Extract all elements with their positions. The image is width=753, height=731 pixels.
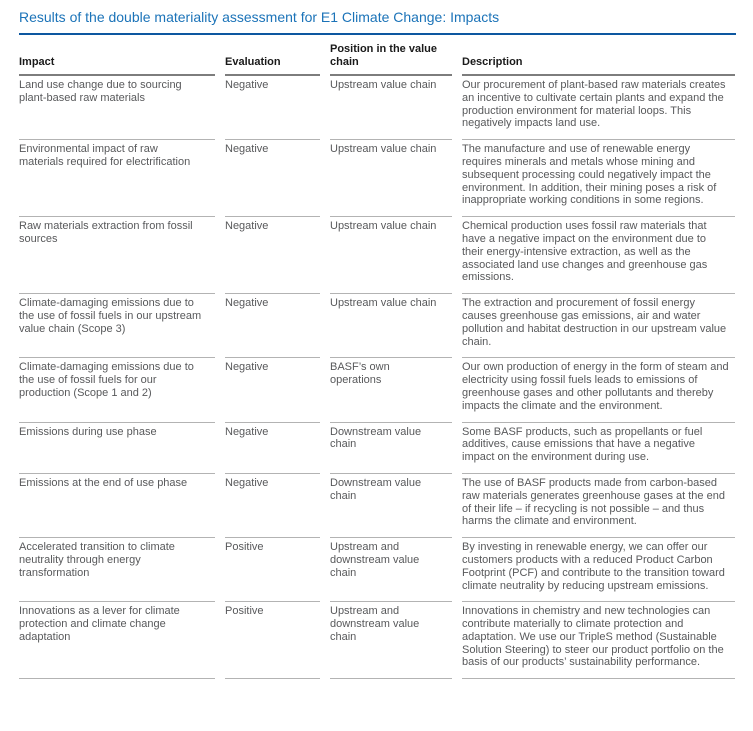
description-cell: Innovations in chemistry and new technologies can contribute materially to climate protection and adaptation. We use our TripleS method (Sustainable Solution Steering) to steer our product portfolio on the basis of our products’ sustainability performance.	[462, 602, 735, 679]
impact-cell: Environmental impact of raw materials required for electrification	[19, 140, 215, 217]
position-cell: Upstream and downstream value chain	[330, 602, 452, 679]
description-cell: Some BASF products, such as propellants or fuel additives, cause emissions that have a negative impact on the environment during use.	[462, 423, 735, 474]
description-cell: The extraction and procurement of fossil energy causes greenhouse gas emissions, air and water pollution and habitat destruction in our upstream value chain.	[462, 294, 735, 358]
evaluation-cell: Negative	[225, 217, 320, 294]
column-header-position: Position in the value chain	[330, 43, 452, 76]
table-row	[19, 358, 735, 422]
table-row	[19, 602, 735, 679]
column-header-evaluation: Evaluation	[225, 56, 320, 76]
evaluation-cell: Negative	[225, 358, 320, 422]
impact-cell: Emissions during use phase	[19, 423, 215, 474]
impact-cell: Climate-damaging emissions due to the use of fossil fuels in our upstream value chain (Scope 3)	[19, 294, 215, 358]
evaluation-cell: Negative	[225, 423, 320, 474]
position-cell: Downstream value chain	[330, 423, 452, 474]
table-row	[19, 474, 735, 538]
table-row	[19, 423, 735, 474]
description-cell: Our own production of energy in the form of steam and electricity using fossil fuels leads to emissions of greenhouse gases and other pollutants and thereby impacts the climate and the environment.	[462, 358, 735, 422]
evaluation-cell: Negative	[225, 76, 320, 140]
column-header-description: Description	[462, 56, 735, 76]
description-cell: Our procurement of plant-based raw materials creates an incentive to cultivate certain plants and expand the production environment for material loops. This negatively impacts land use.	[462, 76, 735, 140]
impact-cell: Innovations as a lever for climate protection and climate change adaptation	[19, 602, 215, 679]
position-cell: Upstream value chain	[330, 294, 452, 358]
table-title: Results of the double materiality assessment for E1 Climate Change: Impacts	[19, 9, 736, 35]
table-row	[19, 538, 735, 602]
description-cell: The use of BASF products made from carbon-based raw materials generates greenhouse gases at the end of their life – if recycling is not possible – and thus harms the climate and environment.	[462, 474, 735, 538]
evaluation-cell: Positive	[225, 538, 320, 602]
description-cell: By investing in renewable energy, we can offer our customers products with a reduced Product Carbon Footprint (PCF) and contribute to the transition toward climate neutrality by reducing upstream emissions.	[462, 538, 735, 602]
table-row	[19, 140, 735, 217]
position-cell: BASF’s own operations	[330, 358, 452, 422]
table-row	[19, 294, 735, 358]
impact-cell: Emissions at the end of use phase	[19, 474, 215, 538]
evaluation-cell: Negative	[225, 474, 320, 538]
impact-cell: Accelerated transition to climate neutrality through energy transformation	[19, 538, 215, 602]
impact-cell: Land use change due to sourcing plant-based raw materials	[19, 76, 215, 140]
position-cell: Downstream value chain	[330, 474, 452, 538]
position-cell: Upstream and downstream value chain	[330, 538, 452, 602]
table-row	[19, 217, 735, 294]
position-cell: Upstream value chain	[330, 217, 452, 294]
evaluation-cell: Negative	[225, 140, 320, 217]
materiality-table	[19, 43, 735, 679]
column-header-impact: Impact	[19, 56, 215, 76]
impact-cell: Raw materials extraction from fossil sources	[19, 217, 215, 294]
evaluation-cell: Positive	[225, 602, 320, 679]
table-header-row	[19, 43, 735, 76]
impact-cell: Climate-damaging emissions due to the use of fossil fuels for our production (Scope 1 and 2)	[19, 358, 215, 422]
position-cell: Upstream value chain	[330, 76, 452, 140]
description-cell: Chemical production uses fossil raw materials that have a negative impact on the environment due to their energy-intensive extraction, as well as the associated land use changes and greenhouse gas emissions.	[462, 217, 735, 294]
position-cell: Upstream value chain	[330, 140, 452, 217]
description-cell: The manufacture and use of renewable energy requires minerals and metals whose mining and subsequent processing could negatively impact the environment. In addition, their mining poses a risk of inappropriate working conditions in some regions.	[462, 140, 735, 217]
table-row	[19, 76, 735, 140]
evaluation-cell: Negative	[225, 294, 320, 358]
